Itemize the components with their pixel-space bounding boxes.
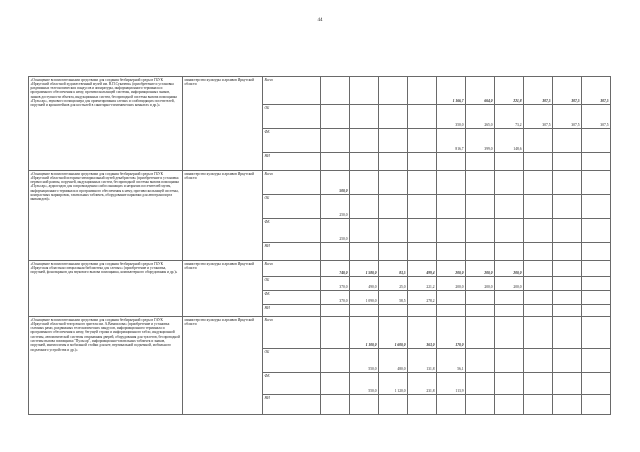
funding-source: НИ bbox=[263, 305, 321, 317]
amount-cell: 25,0 bbox=[379, 277, 408, 291]
funding-source: Всего bbox=[263, 171, 321, 195]
funding-source: Всего bbox=[263, 261, 321, 277]
table-row bbox=[29, 171, 611, 195]
table-row bbox=[29, 261, 611, 277]
amount-cell: 200,0 bbox=[437, 261, 466, 277]
amount-cell: 231,8 bbox=[408, 373, 437, 395]
amount-cell: 1 090,0 bbox=[350, 291, 379, 305]
amount-cell: 307,5 bbox=[582, 77, 611, 105]
amount-cell: 200,0 bbox=[495, 277, 524, 291]
amount-cell: 307,5 bbox=[582, 105, 611, 129]
amount-cell: 1 580,0 bbox=[350, 261, 379, 277]
table-row bbox=[29, 77, 611, 105]
amount-cell bbox=[553, 129, 582, 153]
amount-cell: 1 120,0 bbox=[379, 373, 408, 395]
amount-cell: 307,5 bbox=[524, 105, 553, 129]
amount-cell: 307,5 bbox=[553, 77, 582, 105]
amount-cell: 170,0 bbox=[437, 317, 466, 349]
page-number: 44 bbox=[317, 18, 323, 23]
measure-executor: министерство культуры и архивов Иркутской области bbox=[183, 171, 263, 261]
amount-cell: 550,0 bbox=[350, 373, 379, 395]
amount-cell: 1 166,7 bbox=[437, 77, 466, 105]
amount-cell: 56,1 bbox=[437, 349, 466, 373]
funding-source: ОБ bbox=[263, 277, 321, 291]
amount-cell: 550,0 bbox=[350, 349, 379, 373]
amount-cell: 1 600,0 bbox=[379, 317, 408, 349]
measure-description: «Оснащение вспомогательными средствами для создания безбарьерной среды в ГБУК «Иркутский областной историко-мемориальный музей декабристов» (приобретение и установка переносной рампы, поручней, индукционных систем, беспроводной системы вызова помощника «Пульсар», аудиогидов для сопровождения слабослышащих и незрячих посетителей музея, информационного терминала и программного обеспечения к нему, противоскользящей системы, контрастных маркировок, тактильных табличек, оборудование парковки для автотранспорта инвалидов)» bbox=[29, 171, 183, 261]
amount-cell: 307,5 bbox=[553, 105, 582, 129]
funding-source: ОБ bbox=[263, 195, 321, 219]
amount-cell: 58,5 bbox=[379, 291, 408, 305]
measure-executor: министерство культуры и архивов Иркутской области bbox=[183, 317, 263, 415]
funding-source: НИ bbox=[263, 243, 321, 261]
amount-cell bbox=[582, 129, 611, 153]
amount-cell: 131,8 bbox=[408, 349, 437, 373]
amount-cell: 1 100,0 bbox=[350, 317, 379, 349]
amount-cell: 73,2 bbox=[495, 105, 524, 129]
funding-source: Всего bbox=[263, 317, 321, 349]
table-row bbox=[29, 317, 611, 349]
amount-cell: 399,0 bbox=[466, 129, 495, 153]
amount-cell: 221,2 bbox=[408, 277, 437, 291]
amount-cell: 200,0 bbox=[495, 261, 524, 277]
funding-source: ОБ bbox=[263, 349, 321, 373]
amount-cell: 83,5 bbox=[379, 261, 408, 277]
amount-cell: 363,0 bbox=[408, 317, 437, 349]
amount-cell: 200,0 bbox=[466, 277, 495, 291]
amount-cell: 200,0 bbox=[466, 261, 495, 277]
amount-cell: 500,0 bbox=[321, 171, 350, 195]
amount-cell: 148,6 bbox=[495, 129, 524, 153]
amount-cell: 370,0 bbox=[321, 277, 350, 291]
funding-source: НИ bbox=[263, 153, 321, 171]
measure-description: «Оснащение вспомогательными средствами для создания безбарьерной среды в ГБУК «Иркутский областной художественный музей им. В.П.Сукачева» (приобретение и установка раздвижных телескопических пандусов и аппаратуры, информационного терминала и программного обеспечения к нему, противоскользящей системы, информационных знаков, знаков доступности объекта, индукционных систем, беспроводной системы вызова помощника «Пульсар», звукового позиционера для ориентирования слепых и слабовидящих посетителей, поручней и кронштейнов для костылей в санитарно-гигиенических комнатах и др.)» bbox=[29, 77, 183, 171]
amount-cell: 499,4 bbox=[408, 261, 437, 277]
measure-executor: министерство культуры и архивов Иркутской области bbox=[183, 77, 263, 171]
amount-cell: 740,0 bbox=[321, 261, 350, 277]
amount-cell: 250,0 bbox=[321, 195, 350, 219]
funding-source: Всего bbox=[263, 77, 321, 105]
amount-cell: 490,0 bbox=[350, 277, 379, 291]
funding-source: ФБ bbox=[263, 129, 321, 153]
amount-cell bbox=[524, 129, 553, 153]
funding-source: ФБ bbox=[263, 219, 321, 243]
funding-source: ФБ bbox=[263, 373, 321, 395]
measure-executor: министерство культуры и архивов Иркутской области bbox=[183, 261, 263, 317]
amount-cell: 265,0 bbox=[466, 105, 495, 129]
amount-cell: 113,9 bbox=[437, 373, 466, 395]
amount-cell: 221,8 bbox=[495, 77, 524, 105]
measure-description: «Оснащение вспомогательными средствами для создания безбарьерной среды в ГБУК «Иркутская областная специальная библиотека для слепых» (приобретение и установка, поручней, фоноэкранов для звукового вызова помощника, компьютерного оборудования и др.)» bbox=[29, 261, 183, 317]
program-measures-table bbox=[28, 76, 611, 415]
amount-cell: 664,0 bbox=[466, 77, 495, 105]
amount-cell: 250,0 bbox=[321, 219, 350, 243]
amount-cell: 350,0 bbox=[437, 105, 466, 129]
amount-cell: 307,5 bbox=[524, 77, 553, 105]
funding-source: НИ bbox=[263, 395, 321, 415]
measure-description: «Оснащение вспомогательными средствами для создания безбарьерной среды в ГАУК «Иркутский областной театр юного зрителя им. А.Вампилова» (приобретение и установка съемных рамп, раздвижных телескопических пандусов, информационного терминала и программного обеспечения к нему, бегущей строки и информационного табло, индукционной системы, автоматической системы открывания дверей, оборудования для туалетов, беспроводной системы вызова помощника "Пульсар", информационно-тактильных табличек и знаков, поручней, мнемосхемы и мобильной стойки для нее, вертикальной подъемной, мобильного подъемного устройства и др.)» bbox=[29, 317, 183, 415]
amount-cell: 200,0 bbox=[437, 277, 466, 291]
amount-cell: 480,0 bbox=[379, 349, 408, 373]
funding-source: ОБ bbox=[263, 105, 321, 129]
amount-cell: 816,7 bbox=[437, 129, 466, 153]
amount-cell: 278,2 bbox=[408, 291, 437, 305]
funding-source: ФБ bbox=[263, 291, 321, 305]
amount-cell: 370,0 bbox=[321, 291, 350, 305]
